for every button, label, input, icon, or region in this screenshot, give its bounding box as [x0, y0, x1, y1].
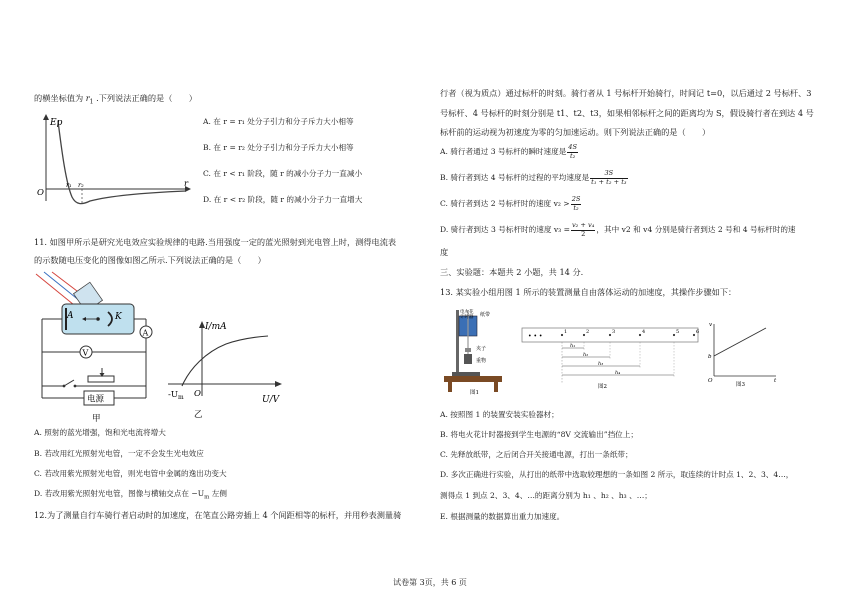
section-3-heading: 三、实验题：本题共 2 小题，共 14 分. [440, 267, 584, 277]
weight-label: 重物 [476, 358, 487, 364]
q12-line1: 12.为了测量自行车骑行者启动时的加速度，在笔直公路旁插上 4 个间距相等的标杆，并用秒表测量骑 [34, 510, 402, 520]
fig2-paper-tape [522, 322, 702, 390]
q13-step-b: B. 将电火花计时器接到学生电源的“8V 交流输出”挡位上； [440, 430, 638, 439]
vt-x-label: t [774, 378, 777, 384]
timer-label: 电火花 [460, 310, 474, 315]
h-label: h₃ [598, 361, 604, 367]
q12-cont-1: 行者（视为质点）通过标杆的时刻。骑行者从 1 号标杆开始骑行，时间记 t=0，以后通过 2 号标杆、3 [440, 88, 812, 98]
vt-b-label: b [708, 354, 712, 360]
svg-text:• • •: • • • [528, 333, 543, 340]
iu-curve [182, 336, 268, 386]
q10-option-c: C. 在 r < r₁ 阶段，随 r 的减小分子力一直减小 [203, 169, 363, 178]
fig1-apparatus [440, 306, 520, 396]
iu-y-label: I/mA [205, 322, 227, 332]
anode-label: A [67, 311, 74, 321]
stand-base [452, 372, 480, 376]
vt-origin: O [708, 378, 713, 384]
iu-x-label: U/V [262, 395, 280, 405]
table-top [444, 376, 502, 382]
ep-x-label: r [184, 179, 189, 189]
fig-jia-caption: 甲 [92, 414, 101, 424]
q10-option-d: D. 在 r < r₂ 阶段，随 r 的减小分子力一直增大 [203, 195, 363, 204]
fig2-caption: 图2 [598, 384, 607, 390]
weight [464, 354, 472, 364]
tape-point [561, 334, 563, 336]
tape-point-label: 1 [564, 329, 568, 335]
tape-point-label: 4 [642, 329, 646, 335]
h-label: h₂ [583, 352, 589, 358]
photoelectric-circuit-diagram [34, 272, 159, 424]
clip [465, 348, 471, 352]
iron-stand-rod [456, 310, 459, 376]
tape-point-label: 6 [696, 329, 700, 335]
q12-option-b: B. 骑行者到达 4 号标杆的过程的平均速度是 $\frac{3S}{\text{t₁ + t₂ + t₃}}$ [440, 169, 627, 186]
iu-graph [166, 318, 288, 422]
q10-option-b: B. 在 r = r₂ 处分子引力和分子斥力大小相等 [203, 143, 354, 152]
voltmeter-label: V [82, 348, 89, 358]
q10-option-a: A. 在 r = r₁ 处分子引力和分子斥力大小相等 [203, 117, 354, 126]
switch [64, 380, 74, 386]
q12-cont-2: 号标杆、4 号标杆的时刻分别是 t1、t2、t3，如果相邻标杆之间的距离均为 S，假设骑行者在到达 4 号 [440, 108, 814, 118]
power-label: 电源 [87, 394, 105, 405]
tape-point-label: 2 [586, 329, 590, 335]
tape-point [583, 334, 585, 336]
ep-r1-label: r₁ [66, 181, 72, 189]
q13-step-a: A. 按照图 1 的装置安装实验器材； [440, 410, 559, 419]
q13-step-c: C. 先释放纸带，之后闭合开关接通电源，打出一条纸带； [440, 450, 633, 459]
q13-step-e: E. 根据测量的数据算出重力加速度。 [440, 512, 565, 521]
page-footer: 试卷第 3页，共 6 页 [393, 578, 467, 587]
tape-point [639, 334, 641, 336]
ep-y-label: Ep [50, 118, 63, 128]
ep-potential-graph [36, 113, 196, 213]
q11-option-b: B. 若改用红光照射光电管，一定不会发生光电效应 [34, 449, 204, 458]
q11-option-d: D. 若改用紫光照射光电管，图像与横轴交点在 $-U_m$ 左侧 [34, 489, 227, 501]
ep-origin: O [37, 188, 44, 198]
clip-label: 夹子 [476, 346, 487, 352]
tape-point [609, 334, 611, 336]
q11-option-c: C. 若改用紫光照射光电管，则光电管中金属的逸出功变大 [34, 469, 227, 478]
h-label: h₄ [615, 370, 621, 376]
q10-intro: 的横坐标值为 $r_1$ .下列说法正确的是（ ） [34, 93, 197, 106]
vt-y-label: v [709, 322, 713, 328]
tape-point-label: 3 [612, 329, 616, 335]
tape-point [673, 334, 675, 336]
q13-step-d: D. 多次正确进行实验，从打出的纸带中选取较理想的一条如图 2 所示，取连续的计时点 1、2、3、4…， [440, 470, 794, 479]
tape-label: 纸带 [480, 312, 491, 318]
tape-point-label: 5 [676, 329, 680, 335]
h-label: h₁ [570, 343, 576, 349]
q13-step-d-cont: 测得点 1 到点 2、3、4、…的距离分别为 h₁ 、h₂ 、h₃ 、…； [440, 491, 652, 500]
q12-cont-3: 标杆前的运动视为初速度为零的匀加速运动。则下列说法正确的是（ ） [440, 127, 711, 137]
rheostat [88, 376, 114, 382]
q12-option-d: D. 骑行者到达 3 号标杆时的速度 v₃ = $\frac{\text{v₂ + v₄}}{2}$ ，其中 v2 和 v4 分别是骑行者到达 2 号和 4 号标杆时的速 [440, 221, 796, 238]
iu-origin: O [194, 389, 201, 399]
fig3-caption: 图3 [736, 382, 745, 388]
q12-option-c: C. 骑行者到达 2 号标杆时的速度 v₂ > $\frac{2S}{\text{t₂}}$ [440, 195, 581, 212]
q11-line1: 11. 如图甲所示是研究光电效应实验规律的电路.当用强度一定的蓝光照射到光电管上时，测得电流表 [34, 237, 397, 247]
tape-point [693, 334, 695, 336]
fig1-caption: 图1 [470, 390, 479, 396]
q11-option-a: A. 照射的蓝光增强，饱和光电流将增大 [34, 428, 166, 437]
q11-line2: 的示数随电压变化的图像如图乙所示.下列说法正确的是（ ） [34, 255, 266, 265]
vt-line [714, 328, 766, 356]
electron-dot [96, 317, 100, 321]
ep-r2-label: r₂ [78, 181, 84, 189]
ep-curve [58, 121, 186, 204]
svg-text:计时器: 计时器 [460, 315, 474, 320]
cathode-label: K [115, 312, 122, 322]
q12-option-a: A. 骑行者通过 3 号标杆的瞬时速度是 $\frac{4S}{\text{t₂}}$ [440, 143, 578, 160]
fig-yi-caption: 乙 [194, 410, 203, 420]
ep-y-arrow [43, 114, 49, 120]
iu-neg-label: $-U_m$ [168, 390, 184, 401]
ammeter-label: A [142, 328, 149, 338]
q13-intro: 13. 某实验小组用图 1 所示的装置测量自由落体运动的加速度，其操作步骤如下： [440, 287, 737, 297]
fig3-vt-graph [706, 320, 782, 388]
q12-option-d-cont: 度 [440, 247, 449, 257]
